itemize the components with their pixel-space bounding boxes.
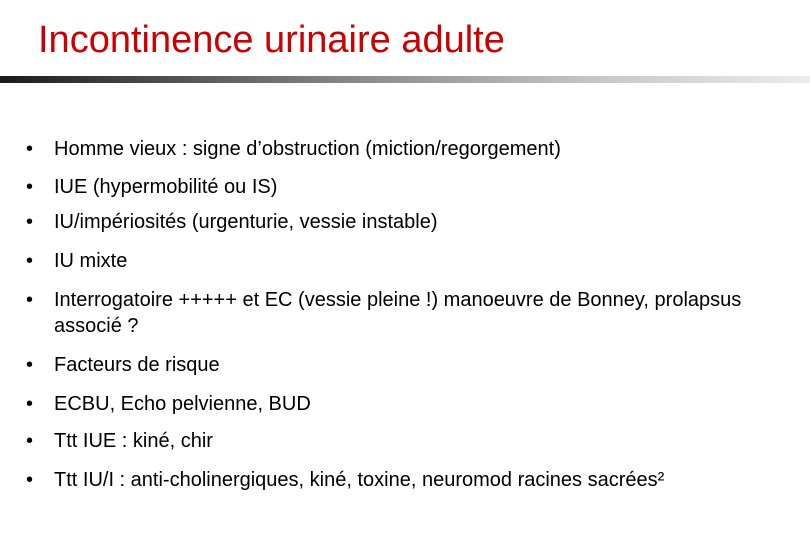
bullet-marker: •	[26, 393, 34, 415]
title-divider	[0, 76, 810, 83]
bullet-marker: •	[26, 469, 34, 491]
bullet-marker: •	[26, 138, 34, 160]
bullet-text: Homme vieux : signe d’obstruction (miction/regorgement)	[54, 138, 561, 160]
bullet-text: Interrogatoire +++++ et EC (vessie pleine !) manoeuvre de Bonney, prolapsus associé ?	[54, 289, 742, 337]
bullet-marker: •	[26, 176, 34, 198]
bullet-text: ECBU, Echo pelvienne, BUD	[54, 393, 311, 415]
bullet-marker: •	[26, 354, 34, 376]
bullet-text: Ttt IUE : kiné, chir	[54, 430, 213, 452]
bullet-marker: •	[26, 250, 34, 272]
bullet-marker: •	[26, 430, 34, 452]
bullet-text: IU mixte	[54, 250, 128, 272]
bullet-text: Facteurs de risque	[54, 354, 220, 376]
bullet-text: IUE (hypermobilité ou IS)	[54, 176, 278, 198]
bullet-marker: •	[26, 289, 34, 311]
bullet-marker: •	[26, 211, 34, 233]
bullet-text: Ttt IU/I : anti-cholinergiques, kiné, toxine, neuromod racines sacrées²	[54, 469, 665, 491]
slide-title: Incontinence urinaire adulte	[38, 19, 505, 61]
bullet-text: IU/impériosités (urgenturie, vessie instable)	[54, 211, 438, 233]
